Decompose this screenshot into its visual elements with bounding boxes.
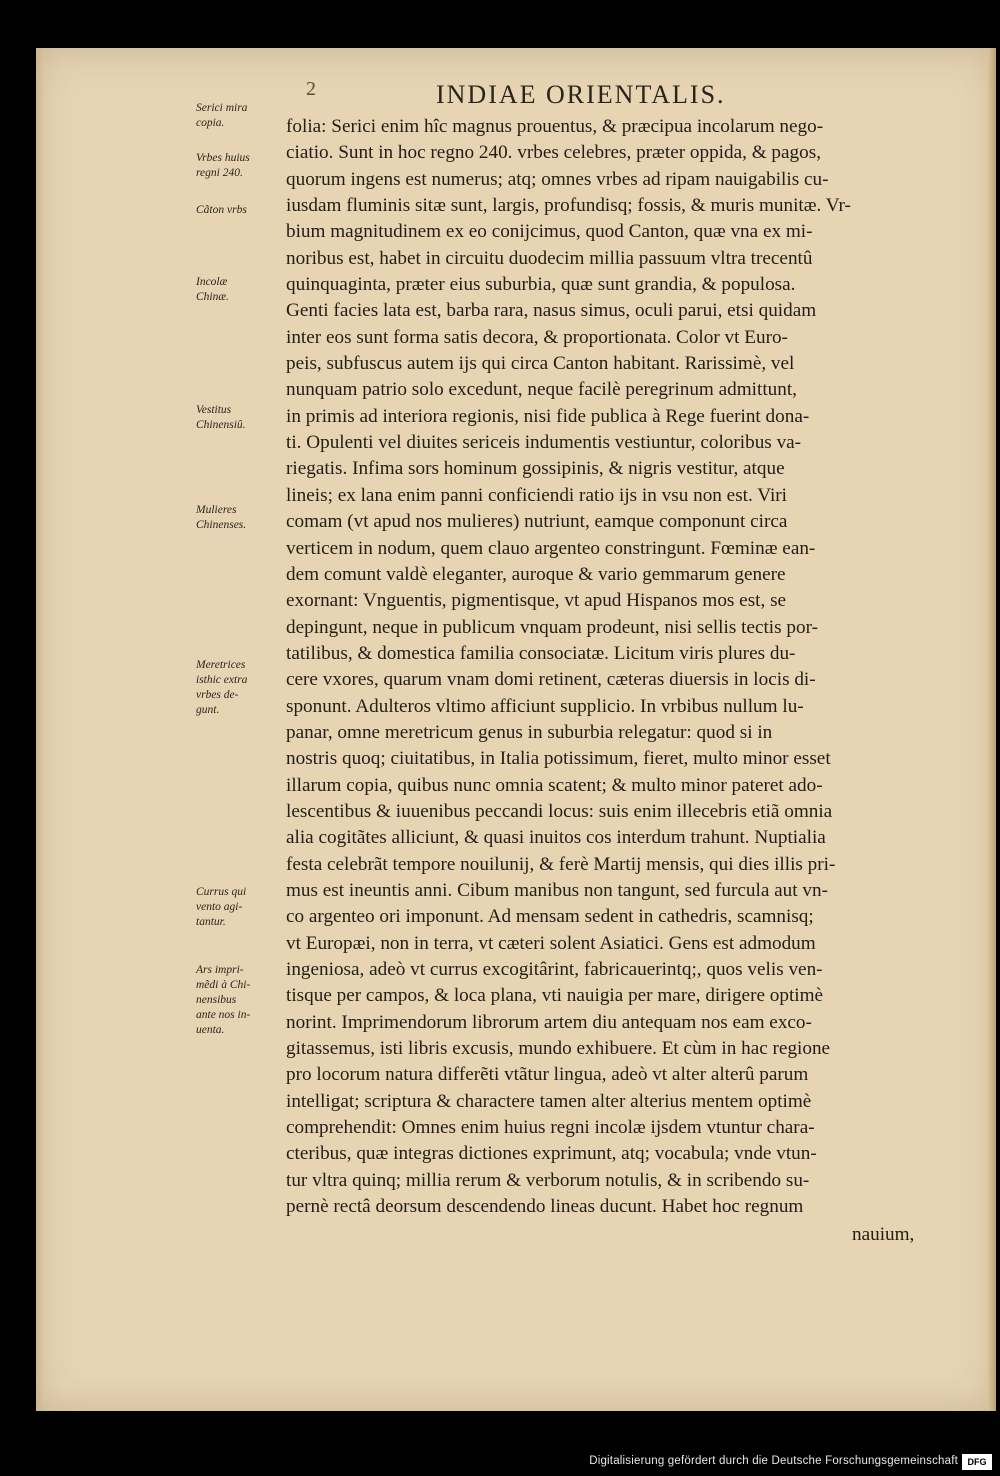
text-line: ingeniosa, adeò vt currus excogitârint, fabricauerintq;, quos velis ven-: [286, 959, 823, 980]
text-line: comprehendit: Omnes enim huius regni incolæ ijsdem vtuntur chara-: [286, 1117, 815, 1139]
marginal-note: [196, 203, 278, 218]
marginal-note: [196, 101, 278, 131]
page-gutter-shadow: [36, 48, 44, 1411]
marginal-note-line: tantur.: [196, 916, 226, 928]
text-line: Genti facies lata est, barba rara, nasus simus, oculi parui, etsi quidam: [286, 300, 817, 322]
marginal-note: [196, 885, 278, 930]
marginal-note-line: Chinæ.: [196, 291, 229, 303]
marginal-note-line: Chinensiû.: [196, 419, 246, 431]
text-line: peis, subfuscus autem ijs qui circa Canton habitant. Rarissimè, vel: [286, 353, 795, 375]
marginal-note: [196, 658, 278, 718]
text-line: cteribus, quæ integras dictiones exprimunt, atq; vocabula; vnde vtun-: [286, 1143, 817, 1165]
text-line: depingunt, neque in publicum vnquam prodeunt, nisi sellis tectis por-: [286, 616, 818, 638]
marginal-note-line: Vrbes huius: [196, 152, 250, 164]
text-line: lineis; ex lana enim panni conficiendi ratio ijs in vsu non est. Viri: [286, 484, 788, 506]
text-line: tur vltra quinq; millia rerum & verborum notulis, & in scribendo su-: [286, 1169, 810, 1191]
text-line: cere vxores, quarum vnam domi retinent, cæteras diuersis in locis di-: [286, 669, 816, 691]
text-line: quinquaginta, præter eius suburbia, quæ sunt grandia, & populosa.: [286, 274, 796, 296]
text-line: quorum ingens est numerus; atq; omnes vrbes ad ripam nauigabilis cu-: [286, 168, 829, 190]
marginal-note-line: Serici mira: [196, 102, 248, 114]
text-line: vt Europæi, non in terra, vt cæteri solent Asiatici. Gens est admodum: [286, 932, 816, 954]
marginal-note-line: copia.: [196, 117, 225, 129]
text-line: iusdam fluminis sitæ sunt, largis, profundisq; fossis, & muris munitæ. Vr-: [286, 195, 851, 217]
marginal-note-line: Chinenses.: [196, 519, 247, 531]
marginal-note-line: Currus qui: [196, 886, 247, 898]
marginal-note-line: Vestitus: [196, 404, 232, 416]
marginal-note-line: Meretrices: [196, 659, 246, 671]
text-line: alia cogitãtes alliciunt, & quasi inuitos cos interdum trahunt. Nuptialia: [286, 827, 826, 849]
text-line: sponunt. Adulteros vltimo afficiunt supplicio. In vrbibus nullum lu-: [286, 695, 804, 717]
text-line: mus est ineuntis anni. Cibum manibus non tangunt, sed furcula aut vn-: [286, 879, 828, 901]
marginal-note-line: Cãton vrbs: [196, 204, 247, 216]
page-edge: [988, 48, 996, 1411]
text-line: comam (vt apud nos mulieres) nutriunt, eamque componunt circa: [286, 511, 788, 533]
marginal-note-line: gunt.: [196, 704, 220, 716]
text-line: panar, omne meretricum genus in suburbia relegatur: quod si in: [286, 721, 773, 743]
text-line: co argenteo ori imponunt. Ad mensam sedent in cathedris, scamnisq;: [286, 906, 814, 928]
text-line: in primis ad interiora regionis, nisi fide publica à Rege fuerint dona-: [286, 405, 810, 427]
dfg-logo: DFG: [962, 1454, 992, 1470]
marginal-note: [196, 963, 278, 1038]
text-line: noribus est, habet in circuitu duodecim millia passuum vltra trecentû: [286, 247, 813, 269]
text-line: nunquam patrio solo excedunt, neque facilè peregrinum admittunt,: [286, 379, 797, 401]
text-line: folia: Serici enim hîc magnus prouentus, & præcipua incolarum nego-: [286, 116, 824, 137]
marginal-note-line: nensibus: [196, 994, 237, 1006]
text-line: tatilibus, & domestica familia consociatæ. Licitum viris plures du-: [286, 642, 796, 664]
text-line: nostris quoq; ciuitatibus, in Italia potissimum, fieret, multo minor esset: [286, 748, 831, 770]
running-head: INDIAE ORIENTALIS.: [436, 80, 726, 109]
text-line: intelligat; scriptura & charactere tamen alter alterius mentem optimè: [286, 1090, 812, 1112]
marginal-note-line: ante nos in-: [196, 1009, 251, 1021]
text-line: riegatis. Infima sors hominum gossipinis, & nigris vestitur, atque: [286, 458, 785, 480]
text-line: lescentibus & iuuenibus peccandi locus: suis enim illecebris etiã omnia: [286, 800, 833, 822]
marginal-note-line: vento agi-: [196, 901, 243, 913]
text-line: inter eos sunt forma satis decora, & proportionata. Color vt Euro-: [286, 326, 788, 348]
marginal-note-line: mẽdi à Chi-: [196, 979, 251, 991]
footer-credit: Digitalisierung gefördert durch die Deutsche Forschungsgemeinschaft: [589, 1455, 958, 1467]
text-line: festa celebrãt tempore nouilunij, & ferè Martij mensis, qui dies illis pri-: [286, 853, 836, 875]
text-line: ciatio. Sunt in hoc regno 240. vrbes celebres, præter oppida, & pagos,: [286, 142, 821, 164]
marginal-note-line: regni 240.: [196, 167, 243, 179]
text-line: ti. Opulenti vel diuites sericeis indumentis vestiuntur, coloribus va-: [286, 432, 802, 454]
text-line: tisque per campos, & loca plana, vti nauigia per mare, dirigere optimè: [286, 985, 824, 1007]
marginal-note: [196, 503, 278, 533]
text-line: dem comunt valdè eleganter, auroque & vario gemmarum genere: [286, 563, 786, 585]
text-line: norint. Imprimendorum librorum artem diu antequam nos eam exco-: [286, 1011, 812, 1033]
book-page: [36, 48, 996, 1411]
marginal-note: [196, 151, 278, 181]
text-line: bium magnitudinem ex eo conijcimus, quod Canton, quæ vna ex mi-: [286, 221, 813, 243]
text-line: pro locorum natura differẽti vtãtur lingua, adeò vt alter alterû parum: [286, 1064, 809, 1086]
text-line: gitassemus, isti libris excusis, mundo exhibuere. Et cùm in hac regione: [286, 1038, 831, 1060]
body-text: [286, 114, 966, 1220]
marginal-note: [196, 275, 278, 305]
marginal-note-line: Mulieres: [196, 504, 237, 516]
text-line: illarum copia, quibus nunc omnia scatent; & multo minor pateret ado-: [286, 774, 823, 796]
catchword: nauium,: [852, 1224, 915, 1245]
page-number-mark: 2: [306, 78, 316, 100]
marginal-note-line: uenta.: [196, 1024, 225, 1036]
text-line: exornant: Vnguentis, pigmentisque, vt apud Hispanos mos est, se: [286, 590, 787, 612]
marginal-note: [196, 403, 278, 433]
text-line: pernè rectâ deorsum descendendo lineas ducunt. Habet hoc regnum: [286, 1196, 804, 1218]
marginal-note-line: isthic extra: [196, 674, 248, 686]
marginal-note-line: vrbes de-: [196, 689, 239, 701]
marginal-note-line: Ars impri-: [196, 964, 244, 976]
footer-bar: [0, 1450, 1000, 1476]
text-line: verticem in nodum, quem clauo argenteo constringunt. Fœminæ ean-: [286, 537, 816, 559]
marginal-note-line: Incolæ: [196, 276, 228, 288]
